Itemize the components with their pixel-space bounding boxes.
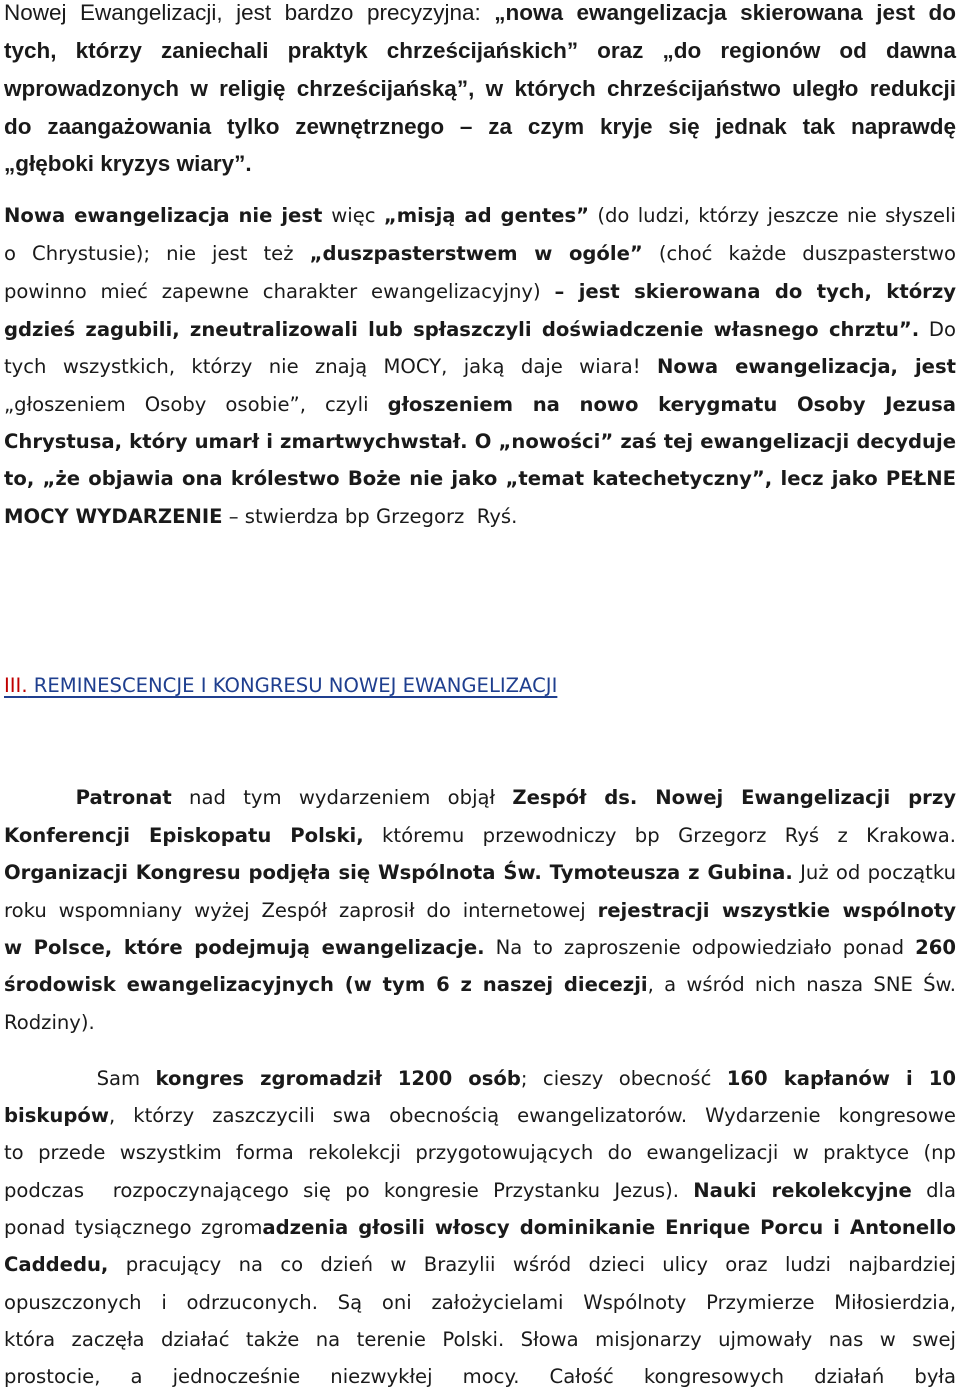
bold-text-run: głoszeniem na nowo kerygmatu Osoby Jezusa (387, 393, 956, 416)
text-line (4, 1181, 956, 1201)
bold-text-run: – jest skierowana do tych, którzy (554, 280, 956, 303)
bold-text-run: 260 (915, 936, 956, 959)
text-line (4, 395, 956, 415)
bold-text-run: Nauki rekolekcyjne (693, 1179, 912, 1202)
bold-text-run: tych, którzy zaniechali praktyk chrześcijańskich” oraz „do regionów od dawna (4, 38, 956, 63)
text-line (4, 78, 956, 101)
section-heading (4, 676, 956, 696)
text-line (4, 153, 956, 176)
text-line (4, 469, 956, 489)
bold-text-run: gdzieś zagubili, zneutralizowali lub spłaszczyli doświadczenie własnego chrztu”. (4, 318, 920, 341)
bold-text-run: „nowości” (498, 430, 614, 453)
text-line (4, 901, 956, 921)
bold-text-run: wprowadzonych w religię chrześcijańską”, w których chrześcijaństwo uległo redukcji (4, 76, 956, 101)
text-run: która zaczęła działać także na terenie Polski. Słowa misjonarzy ujmowały nas w swej (4, 1328, 956, 1351)
text-run: , a wśród nich nasza SNE Św. (647, 973, 956, 996)
text-line (4, 1255, 956, 1275)
text-run: ponad tysiącznego zgrom (4, 1216, 263, 1239)
text-run: to przede wszystkim forma rekolekcji przygotowujących do ewangelizacji w praktyce (np (4, 1141, 956, 1164)
text-line (4, 244, 956, 264)
bold-text-run: środowisk ewangelizacyjnych (w tym 6 z naszej diecezji (4, 973, 648, 996)
bold-text-run: adzenia głosili włoscy dominikanie Enrique Porcu i Antonello (262, 1216, 956, 1239)
text-line (4, 282, 956, 302)
text-run: nad tym wydarzeniem objął (171, 786, 513, 809)
bold-text-run: do zaangażowania tylko zewnętrznego – za czym kryje się jednak tak naprawdę (4, 114, 956, 139)
text-line (4, 357, 956, 377)
bold-text-run: rejestracji wszystkie wspólnoty (597, 899, 956, 922)
text-line (4, 788, 956, 808)
text-run: o Chrystusie); nie jest też (4, 242, 310, 265)
bold-text-run: Zespół ds. Nowej Ewangelizacji przy (512, 786, 956, 809)
text-run: (do ludzi, którzy jeszcze nie słyszeli (589, 204, 956, 227)
text-run: prostocie, a jednocześnie niezwykłej mocy. Całość kongresowych działań była (4, 1365, 956, 1388)
text-line (4, 1330, 956, 1350)
bold-text-run: Organizacji Kongresu podjęła się Wspólnota Św. Tymoteusza z Gubina. (4, 861, 793, 884)
bold-text-run: Konferencji Episkopatu Polski, (4, 824, 364, 847)
text-run: (choć każde duszpasterstwo (642, 242, 957, 265)
text-run: więc (331, 204, 384, 227)
text-run: roku wspomniany wyżej Zespół zaprosił do internetowej (4, 899, 598, 922)
text-run: Rodziny). (4, 1011, 95, 1034)
text-run: tych wszystkich, którzy nie znają MOCY, jaką daje wiara! (4, 355, 657, 378)
bold-text-run: Patronat (4, 786, 172, 809)
bold-text-run: Nowa ewangelizacja nie jest (4, 204, 332, 227)
text-run: – stwierdza bp Grzegorz Ryś. (222, 505, 518, 528)
text-run: Do (919, 318, 956, 341)
text-line (4, 1106, 956, 1126)
text-line (4, 1367, 956, 1387)
bold-text-run: to, „że objawia ona królestwo Boże nie jako „temat katechetyczny”, lecz jako PEŁNE (4, 467, 956, 490)
bold-text-run: 160 kapłanów i 10 (726, 1067, 957, 1090)
text-run: pracujący na co dzień w Brazylii wśród dzieci ulicy oraz ludzi najbardziej (108, 1253, 956, 1276)
text-run: któremu przewodniczy bp Grzegorz Ryś z Krakowa. (363, 824, 956, 847)
text-run: Nowej Ewangelizacji, jest bardzo precyzyjna: (4, 0, 495, 25)
text-line (4, 432, 956, 452)
text-line (4, 1218, 956, 1238)
text-run: Na to zaproszenie odpowiedziało ponad (484, 936, 916, 959)
text-run: powinno mieć zapewne charakter ewangelizacyjny) (4, 280, 555, 303)
text-run: opuszczonych i odrzuconych. Są oni założycielami Wspólnoty Przymierze Miłosierdzia, (4, 1291, 956, 1314)
bold-text-run: „nowa ewangelizacja skierowana jest do (494, 0, 956, 25)
text-line (4, 116, 956, 139)
text-line (4, 320, 956, 340)
bold-text-run: Nowa ewangelizacja, jest (656, 355, 956, 378)
section-number: III. (4, 674, 28, 697)
section-title: REMINESCENCJE I KONGRESU NOWEJ EWANGELIZACJI (27, 674, 558, 697)
bold-text-run: „głęboki kryzys wiary”. (4, 151, 252, 176)
text-run: Sam (4, 1067, 156, 1090)
text-line (4, 1293, 956, 1313)
text-run: dla (911, 1179, 956, 1202)
text-line (4, 40, 956, 63)
text-run: „głoszeniem Osoby osobie”, czyli (4, 393, 388, 416)
bold-text-run: w Polsce, które podejmują ewangelizacje. (4, 936, 485, 959)
bold-text-run: „misją ad gentes” (383, 204, 590, 227)
text-line (4, 206, 956, 226)
bold-text-run: Caddedu, (4, 1253, 109, 1276)
bold-text-run: zaś tej ewangelizacji decyduje (613, 430, 956, 453)
text-run: Już od początku (792, 861, 956, 884)
text-line (4, 863, 956, 883)
text-run: ; cieszy obecność (520, 1067, 727, 1090)
text-line (4, 826, 956, 846)
bold-text-run: kongres zgromadził 1200 osób (155, 1067, 521, 1090)
text-run: , którzy zaszczycili swa obecnością ewangelizatorów. Wydarzenie kongresowe (108, 1104, 956, 1127)
text-line (4, 975, 956, 995)
bold-text-run: Chrystusa, który umarł i zmartwychwstał. O (4, 430, 499, 453)
bold-text-run: „duszpasterstwem w ogóle” (309, 242, 643, 265)
text-line (4, 1143, 956, 1163)
text-line (4, 507, 956, 527)
text-line (4, 1069, 956, 1089)
text-line (4, 938, 956, 958)
text-line (4, 1013, 956, 1033)
text-run: podczas rozpoczynającego się po kongresie Przystanku Jezus). (4, 1179, 694, 1202)
bold-text-run: MOCY WYDARZENIE (4, 505, 223, 528)
text-line (4, 2, 956, 25)
bold-text-run: biskupów (4, 1104, 109, 1127)
